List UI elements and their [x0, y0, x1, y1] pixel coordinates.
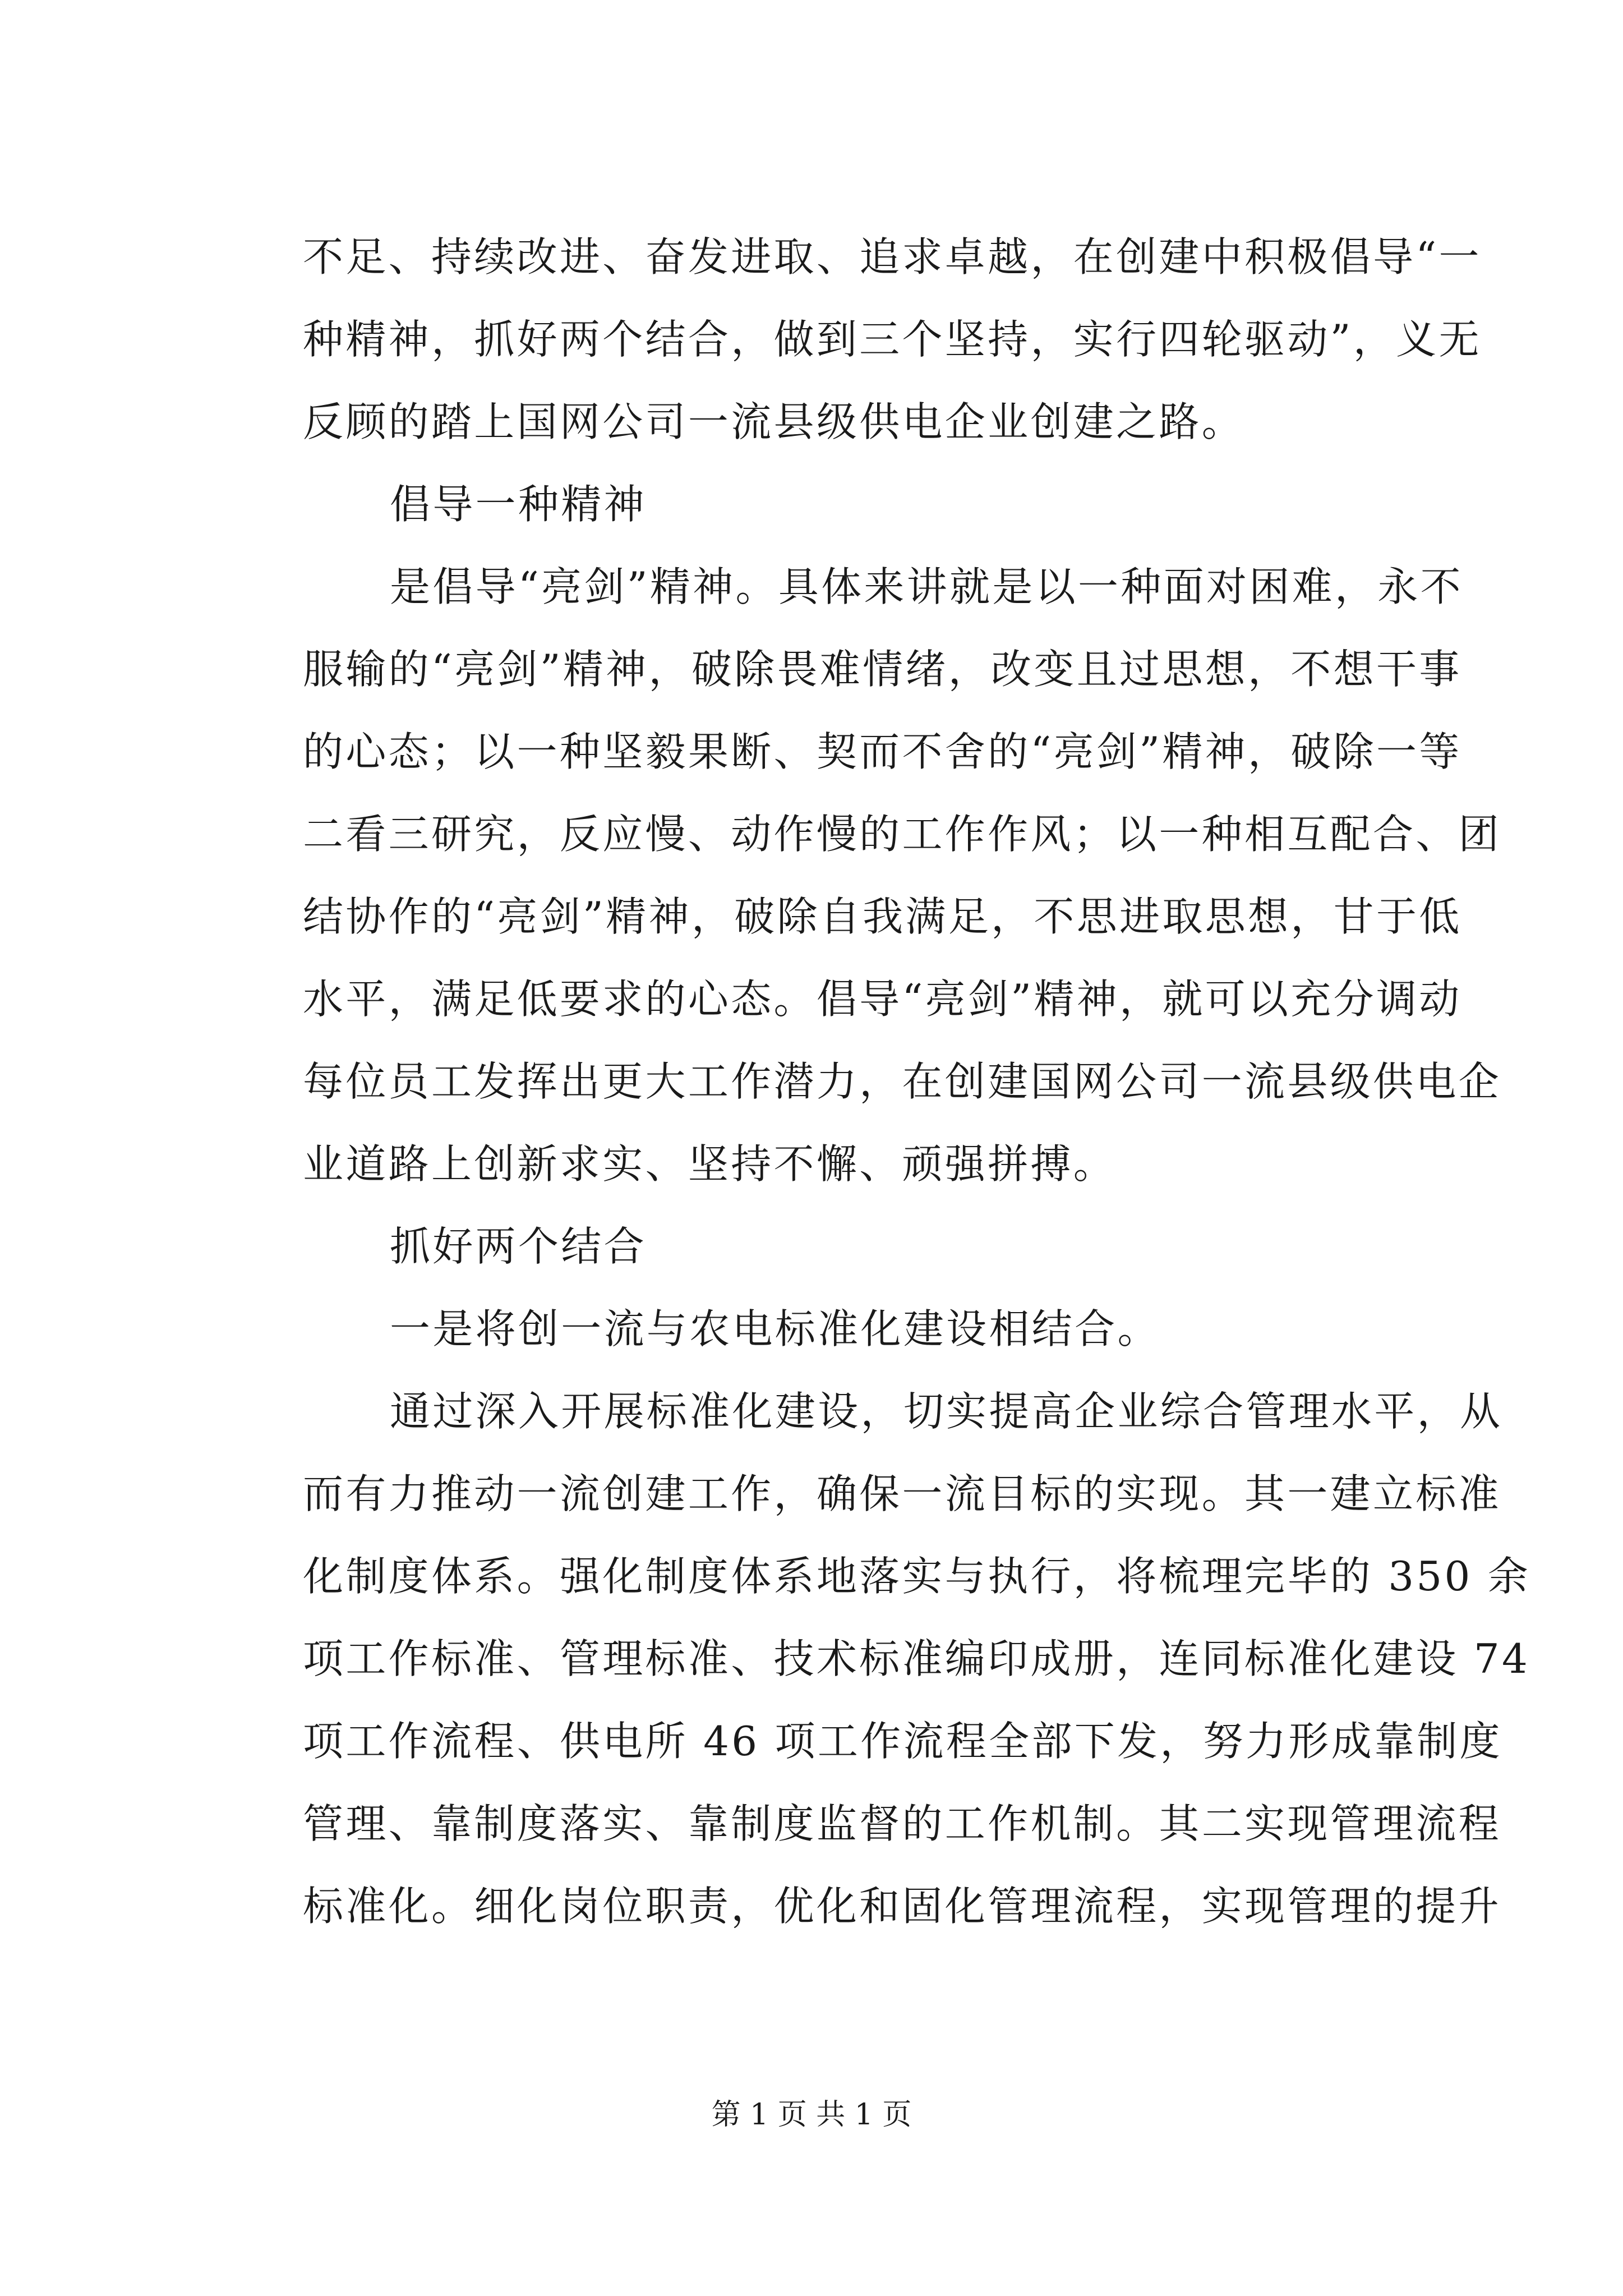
text-line: 服输的“亮剑”精神，破除畏难情绪，改变且过思想，不想干事: [303, 646, 1462, 693]
text-line: 标准化。细化岗位职责，优化和固化管理流程，实现管理的提升: [303, 1883, 1501, 1930]
text-line: 结协作的“亮剑”精神，破除自我满足，不思进取思想，甘于低: [303, 893, 1462, 940]
text-line: 化制度体系。强化制度体系地落实与执行，将梳理完毕的 350 余: [303, 1553, 1531, 1600]
text-line: 的心态；以一种坚毅果断、契而不舍的“亮剑”精神，破除一等: [303, 728, 1462, 775]
paragraph: [303, 546, 1501, 1205]
paragraph: [303, 1288, 1424, 1370]
page-footer: 第 1 页 共 1 页: [711, 2098, 912, 2132]
text-line: 水平，满足低要求的心态。倡导“亮剑”精神，就可以充分调动: [303, 976, 1462, 1023]
document-body: [303, 216, 1531, 1948]
text-line: 通过深入开展标准化建设，切实提高企业综合管理水平，从: [390, 1388, 1503, 1435]
text-line: 项工作标准、管理标准、技术标准编印成册，连同标准化建设 74: [303, 1635, 1530, 1682]
text-line: 反顾的踏上国网公司一流县级供电企业创建之路。: [303, 398, 1245, 445]
text-line: 二看三研究，反应慢、动作慢的工作作风；以一种相互配合、团: [303, 811, 1501, 858]
text-line: 每位员工发挥出更大工作潜力，在创建国网公司一流县级供电企: [303, 1058, 1501, 1105]
paragraph: [303, 1205, 1424, 1288]
text-line: 不足、持续改进、奋发进取、追求卓越，在创建中积极倡导“一: [303, 233, 1482, 280]
paragraph: [303, 1370, 1531, 1948]
text-line: 管理、靠制度落实、靠制度监督的工作机制。其二实现管理流程: [303, 1800, 1501, 1847]
text-line: 抓好两个结合: [390, 1223, 647, 1270]
text-line: 项工作流程、供电所 46 项工作流程全部下发，努力形成靠制度: [303, 1718, 1502, 1765]
text-line: 是倡导“亮剑”精神。具体来讲就是以一种面对困难，永不: [390, 563, 1463, 610]
text-line: 一是将创一流与农电标准化建设相结合。: [390, 1305, 1160, 1352]
paragraph: [303, 216, 1482, 463]
text-line: 倡导一种精神: [390, 481, 647, 528]
text-line: 种精神，抓好两个结合，做到三个坚持，实行四轮驱动”，义无: [303, 316, 1482, 363]
text-line: 业道路上创新求实、坚持不懈、顽强拼搏。: [303, 1140, 1117, 1188]
text-line: 而有力推动一流创建工作，确保一流目标的实现。其一建立标准: [303, 1470, 1501, 1517]
paragraph: [303, 463, 1424, 546]
